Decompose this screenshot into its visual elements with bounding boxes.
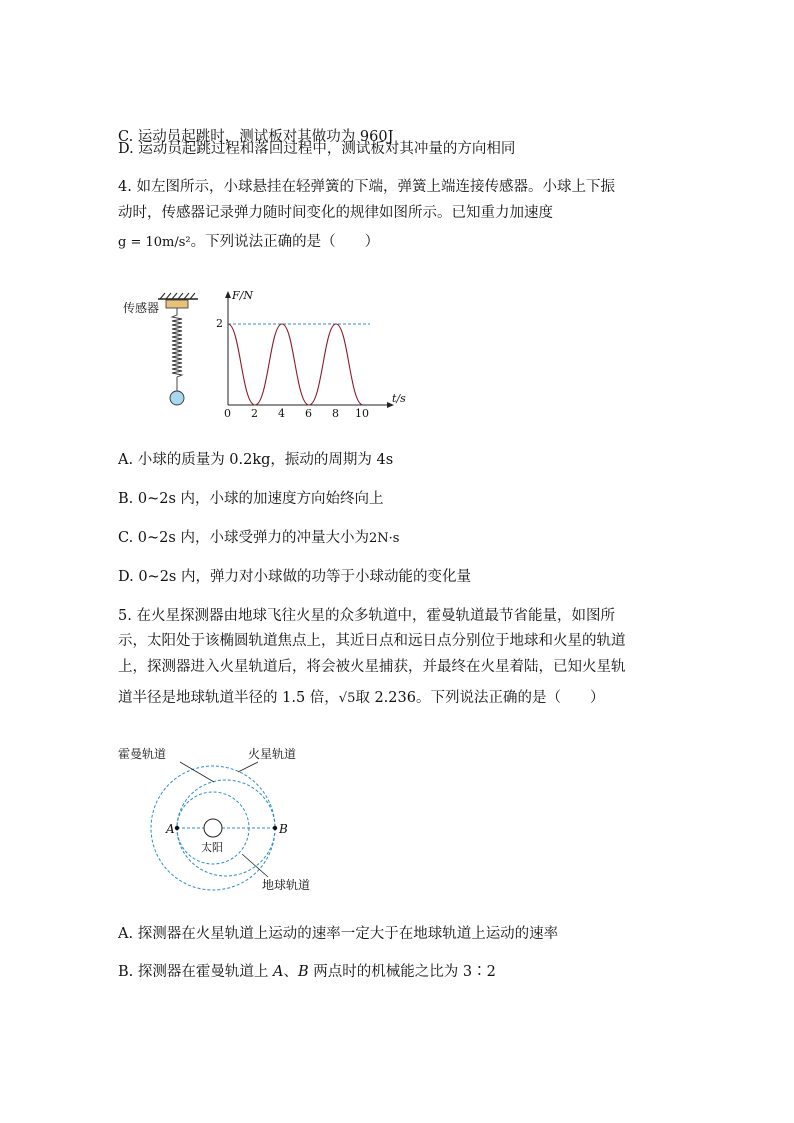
mars-leader: [238, 762, 258, 772]
option-c-q3: C. 运动员起跳时，测试板对其做功为 960J: [118, 129, 394, 145]
force-curve: [228, 324, 363, 405]
q4-text-line1: 4. 如左图所示，小球悬挂在轻弹簧的下端，弹簧上端连接传感器。小球上下振: [118, 179, 615, 195]
q4-option-a: A. 小球的质量为 0.2kg，振动的周期为 4s: [118, 452, 394, 468]
q5-option-a: A. 探测器在火星轨道上运动的速率一定大于在地球轨道上运动的速率: [118, 926, 559, 942]
hohmann-leader: [180, 762, 214, 782]
q4-text-line2: 动时，传感器记录弹力随时间变化的规律如图所示。已知重力加速度: [118, 205, 553, 221]
y-tick-2: 2: [216, 317, 223, 330]
earth-label: 地球轨道: [262, 878, 311, 892]
point-b-dot: [273, 826, 277, 830]
q4-text-line3: g = 10m/s²。下列说法正确的是（ ）: [118, 234, 380, 250]
q5-text-line2: 示，太阳处于该椭圆轨道焦点上，其近日点和远日点分别位于地球和火星的轨道: [118, 633, 626, 649]
q4-option-d: D. 0~2s 内，弹力对小球做的功等于小球动能的变化量: [118, 569, 471, 585]
q5-text-line4: 道半径是地球轨道半径的 1.5 倍，√5取 2.236。下列说法正确的是（ ）: [118, 690, 605, 706]
x-tick-10: 10: [355, 407, 369, 420]
point-b-label: B: [279, 822, 288, 836]
q5-option-b: B. 探测器在霍曼轨道上 A、B 两点时的机械能之比为 3∶2: [118, 964, 496, 980]
sqrt5: √5: [338, 691, 356, 706]
option-d-q3: D. 运动员起跳过程和落回过程中，测试板对其冲量的方向相同: [118, 141, 516, 157]
figure-5: [118, 738, 348, 898]
x-tick-6: 6: [305, 407, 312, 420]
impulse-value: 2N·s: [368, 531, 400, 546]
mars-label: 火星轨道: [248, 747, 297, 761]
ball: [170, 391, 184, 405]
gravity-formula: g = 10m/s²: [118, 235, 191, 250]
q4-option-c: C. 0~2s 内，小球受弹力的冲量大小为2N·s: [118, 530, 400, 546]
point-a-dot: [175, 826, 179, 830]
q5-text-line3: 上，探测器进入火星轨道后，将会被火星捕获，并最终在火星着陆，已知火星轨: [118, 659, 626, 675]
sensor-label: 传感器: [123, 301, 160, 315]
q4-option-b: B. 0~2s 内，小球的加速度方向始终向上: [118, 491, 384, 507]
figure-4: [118, 285, 408, 420]
q5-text-line1: 5. 在火星探测器由地球飞往火星的众多轨道中，霍曼轨道最节省能量，如图所: [118, 608, 615, 624]
hohmann-label: 霍曼轨道: [118, 747, 167, 761]
sensor-box: [166, 300, 188, 308]
y-axis-label: F/N: [232, 289, 253, 302]
x-tick-0: 0: [224, 407, 231, 420]
x-tick-4: 4: [278, 407, 285, 420]
x-tick-8: 8: [332, 407, 339, 420]
x-axis-label: t/s: [392, 392, 406, 405]
sun: [204, 819, 222, 837]
x-tick-2: 2: [251, 407, 258, 420]
sun-label: 太阳: [201, 841, 223, 854]
spring: [172, 308, 182, 391]
point-a-label: A: [166, 822, 175, 836]
